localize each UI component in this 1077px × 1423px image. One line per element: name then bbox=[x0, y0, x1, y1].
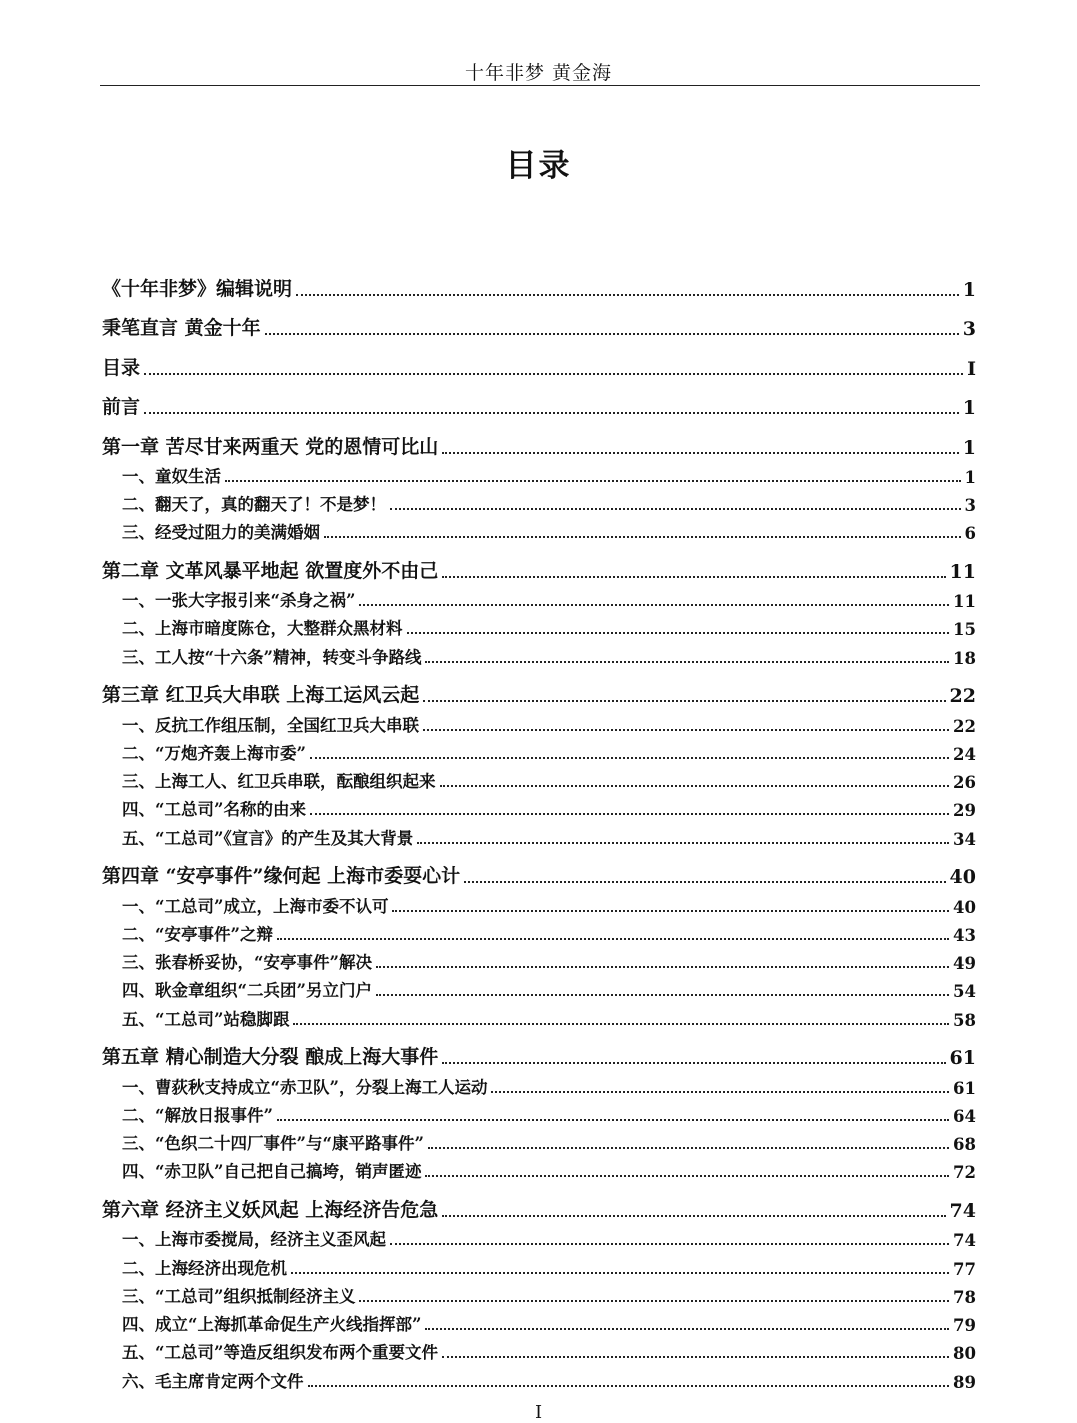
toc-entry-page: 26 bbox=[953, 773, 976, 793]
toc-entry-label: 第二章 文革风暴平地起 欲置度外不由己 bbox=[102, 559, 439, 582]
dot-leader bbox=[359, 1300, 949, 1302]
toc-entry-page: 72 bbox=[953, 1163, 976, 1183]
dot-leader bbox=[423, 700, 945, 702]
dot-leader bbox=[392, 910, 949, 912]
toc-entry-section[interactable] bbox=[102, 923, 976, 951]
toc-entry-page: 3 bbox=[964, 496, 976, 516]
toc-entry-page: 49 bbox=[953, 954, 976, 974]
toc-entry-page: 6 bbox=[964, 524, 976, 544]
toc-entry-chapter[interactable] bbox=[102, 855, 976, 895]
toc-entry-page: 54 bbox=[953, 982, 976, 1002]
toc-entry-page: 61 bbox=[949, 1047, 976, 1070]
toc-entry-page: 15 bbox=[953, 620, 976, 640]
toc-entry-page: 78 bbox=[953, 1287, 976, 1307]
toc-entry-label: 第六章 经济主义妖风起 上海经济告危急 bbox=[102, 1198, 439, 1221]
table-of-contents bbox=[102, 267, 976, 1398]
dot-leader bbox=[440, 785, 950, 787]
dot-leader bbox=[425, 661, 949, 663]
dot-leader bbox=[464, 881, 945, 883]
toc-entry-label: 一、“工总司”成立，上海市委不认可 bbox=[122, 896, 389, 916]
toc-entry-label: 目录 bbox=[102, 356, 141, 379]
toc-entry-section[interactable] bbox=[102, 645, 976, 673]
toc-entry-page: 80 bbox=[953, 1344, 976, 1364]
toc-entry-label: 二、“安亭事件”之辩 bbox=[122, 924, 273, 944]
dot-leader bbox=[491, 1091, 949, 1093]
toc-entry-section[interactable] bbox=[102, 1285, 976, 1313]
toc-entry-label: 二、“万炮齐轰上海市委” bbox=[122, 743, 306, 763]
toc-entry-section[interactable] bbox=[102, 617, 976, 645]
toc-entry-label: 五、“工总司”站稳脚跟 bbox=[122, 1009, 290, 1029]
toc-entry-page: 1 bbox=[962, 436, 976, 459]
toc-entry-label: 一、一张大字报引来“杀身之祸” bbox=[122, 591, 356, 611]
dot-leader bbox=[144, 373, 963, 375]
toc-entry-chapter[interactable] bbox=[102, 549, 976, 589]
toc-entry-top[interactable] bbox=[102, 267, 976, 307]
toc-entry-label: 四、耿金章组织“二兵团”另立门户 bbox=[122, 981, 372, 1001]
toc-entry-label: 三、上海工人、红卫兵串联，酝酿组织起来 bbox=[122, 772, 436, 792]
dot-leader bbox=[296, 294, 959, 296]
toc-entry-label: 第四章 “安亭事件”缘何起 上海市委耍心计 bbox=[102, 865, 461, 888]
dot-leader bbox=[407, 632, 950, 634]
toc-entry-chapter[interactable] bbox=[102, 1036, 976, 1076]
toc-entry-section[interactable] bbox=[102, 798, 976, 826]
toc-entry-label: 五、“工总司”等造反组织发布两个重要文件 bbox=[122, 1343, 438, 1363]
toc-entry-section[interactable] bbox=[102, 1075, 976, 1103]
toc-entry-page: 68 bbox=[953, 1135, 976, 1155]
toc-entry-label: 一、反抗工作组压制，全国红卫兵大串联 bbox=[122, 715, 419, 735]
dot-leader bbox=[442, 1356, 949, 1358]
toc-entry-section[interactable] bbox=[102, 1341, 976, 1369]
dot-leader bbox=[423, 729, 949, 731]
toc-entry-label: 三、工人按“十六条”精神，转变斗争路线 bbox=[122, 647, 422, 667]
toc-entry-section[interactable] bbox=[102, 1007, 976, 1035]
dot-leader bbox=[442, 576, 945, 578]
toc-entry-section[interactable] bbox=[102, 465, 976, 493]
dot-leader bbox=[376, 966, 949, 968]
toc-entry-label: 第五章 精心制造大分裂 酿成上海大事件 bbox=[102, 1046, 439, 1069]
toc-entry-page: 58 bbox=[953, 1010, 976, 1030]
dot-leader bbox=[428, 1147, 949, 1149]
toc-entry-section[interactable] bbox=[102, 1160, 976, 1188]
toc-entry-label: 四、成立“上海抓革命促生产火线指挥部” bbox=[122, 1315, 422, 1335]
dot-leader bbox=[308, 1385, 950, 1387]
toc-entry-page: 74 bbox=[949, 1199, 976, 1222]
toc-entry-page: 22 bbox=[953, 716, 976, 736]
toc-entry-section[interactable] bbox=[102, 713, 976, 741]
dot-leader bbox=[265, 333, 959, 335]
toc-entry-page: 40 bbox=[949, 866, 976, 889]
toc-entry-label: 三、“工总司”组织抵制经济主义 bbox=[122, 1286, 356, 1306]
toc-entry-section[interactable] bbox=[102, 1256, 976, 1284]
dot-leader bbox=[310, 757, 949, 759]
running-header: 十年非梦 黄金海 bbox=[464, 62, 613, 84]
toc-entry-label: 秉笔直言 黄金十年 bbox=[102, 317, 261, 339]
toc-entry-label: 第三章 红卫兵大串联 上海工运风云起 bbox=[102, 684, 420, 707]
toc-entry-label: 四、“赤卫队”自己把自己搞垮，销声匿迹 bbox=[122, 1162, 422, 1182]
toc-entry-page: 64 bbox=[953, 1106, 976, 1126]
dot-leader bbox=[376, 994, 949, 996]
toc-entry-label: 一、曹荻秋支持成立“赤卫队”，分裂上海工人运动 bbox=[122, 1077, 488, 1097]
toc-entry-section[interactable] bbox=[102, 742, 976, 770]
toc-entry-label: 前言 bbox=[102, 396, 141, 418]
toc-entry-top[interactable] bbox=[102, 307, 976, 347]
toc-entry-label: 五、“工总司”《宣言》的产生及其大背景 bbox=[122, 828, 414, 848]
toc-entry-section[interactable] bbox=[102, 1132, 976, 1160]
header-rule bbox=[100, 85, 980, 86]
dot-leader bbox=[417, 842, 949, 844]
dot-leader bbox=[277, 1119, 949, 1121]
toc-entry-page: 18 bbox=[953, 648, 976, 668]
toc-entry-label: 四、“工总司”名称的由来 bbox=[122, 800, 306, 820]
toc-entry-label: 三、“色织二十四厂事件”与“康平路事件” bbox=[122, 1134, 424, 1154]
page-title: 目录 bbox=[505, 148, 572, 184]
toc-entry-chapter[interactable] bbox=[102, 425, 976, 465]
dot-leader bbox=[442, 1215, 945, 1217]
toc-entry-chapter[interactable] bbox=[102, 674, 976, 714]
toc-entry-section[interactable] bbox=[102, 979, 976, 1007]
toc-entry-page: 3 bbox=[962, 318, 976, 340]
toc-entry-page: 34 bbox=[953, 829, 976, 849]
toc-entry-page: 79 bbox=[953, 1316, 976, 1336]
toc-entry-label: 《十年非梦》编辑说明 bbox=[102, 277, 293, 300]
dot-leader bbox=[442, 1062, 945, 1064]
toc-entry-page: 61 bbox=[953, 1078, 976, 1098]
toc-entry-page: 77 bbox=[953, 1259, 976, 1279]
toc-entry-section[interactable] bbox=[102, 826, 976, 854]
dot-leader bbox=[442, 452, 959, 454]
toc-entry-label: 二、上海经济出现危机 bbox=[122, 1258, 287, 1278]
toc-entry-page: 40 bbox=[953, 897, 976, 917]
toc-entry-label: 一、童奴生活 bbox=[122, 466, 221, 486]
toc-entry-label: 二、翻天了，真的翻天了！不是梦！ bbox=[122, 495, 386, 515]
toc-entry-page: 11 bbox=[949, 560, 976, 583]
toc-entry-page: I bbox=[967, 357, 976, 380]
toc-entry-label: 一、上海市委搅局，经济主义歪风起 bbox=[122, 1230, 386, 1250]
toc-entry-page: 29 bbox=[953, 801, 976, 821]
toc-entry-section[interactable] bbox=[102, 894, 976, 922]
dot-leader bbox=[291, 1272, 949, 1274]
toc-entry-section[interactable] bbox=[102, 589, 976, 617]
dot-leader bbox=[425, 1328, 949, 1330]
toc-entry-page: 1 bbox=[964, 467, 976, 487]
toc-entry-label: 二、上海市暗度陈仓，大整群众黑材料 bbox=[122, 619, 403, 639]
toc-entry-section[interactable] bbox=[102, 1369, 976, 1397]
toc-entry-label: 三、张春桥妥协，“安亭事件”解决 bbox=[122, 953, 372, 973]
dot-leader bbox=[425, 1175, 949, 1177]
dot-leader bbox=[310, 813, 949, 815]
toc-entry-top[interactable] bbox=[102, 386, 976, 426]
toc-entry-section[interactable] bbox=[102, 951, 976, 979]
dot-leader bbox=[144, 412, 959, 414]
toc-entry-chapter[interactable] bbox=[102, 1188, 976, 1228]
dot-leader bbox=[225, 480, 961, 482]
toc-entry-label: 三、经受过阻力的美满婚姻 bbox=[122, 523, 320, 543]
toc-entry-section[interactable] bbox=[102, 1228, 976, 1256]
footer-page-number: I bbox=[534, 1402, 543, 1423]
dot-leader bbox=[277, 938, 949, 940]
toc-entry-label: 六、毛主席肯定两个文件 bbox=[122, 1371, 304, 1391]
toc-entry-section[interactable] bbox=[102, 493, 976, 521]
toc-entry-page: 43 bbox=[953, 925, 976, 945]
dot-leader bbox=[390, 508, 961, 510]
toc-entry-page: 22 bbox=[949, 685, 976, 708]
toc-entry-page: 24 bbox=[953, 744, 976, 764]
toc-entry-page: 89 bbox=[953, 1372, 976, 1392]
toc-entry-section[interactable] bbox=[102, 521, 976, 549]
toc-entry-page: 11 bbox=[953, 592, 976, 612]
toc-entry-label: 第一章 苦尽甘来两重天 党的恩情可比山 bbox=[102, 435, 439, 458]
dot-leader bbox=[359, 604, 949, 606]
dot-leader bbox=[324, 536, 961, 538]
toc-entry-page: 1 bbox=[962, 278, 976, 301]
dot-leader bbox=[390, 1243, 949, 1245]
toc-entry-label: 二、“解放日报事件” bbox=[122, 1105, 273, 1125]
toc-entry-section[interactable] bbox=[102, 1313, 976, 1341]
toc-entry-page: 1 bbox=[962, 397, 976, 419]
toc-entry-section[interactable] bbox=[102, 770, 976, 798]
toc-entry-section[interactable] bbox=[102, 1104, 976, 1132]
dot-leader bbox=[293, 1023, 949, 1025]
toc-entry-page: 74 bbox=[953, 1231, 976, 1251]
toc-entry-top[interactable] bbox=[102, 346, 976, 386]
